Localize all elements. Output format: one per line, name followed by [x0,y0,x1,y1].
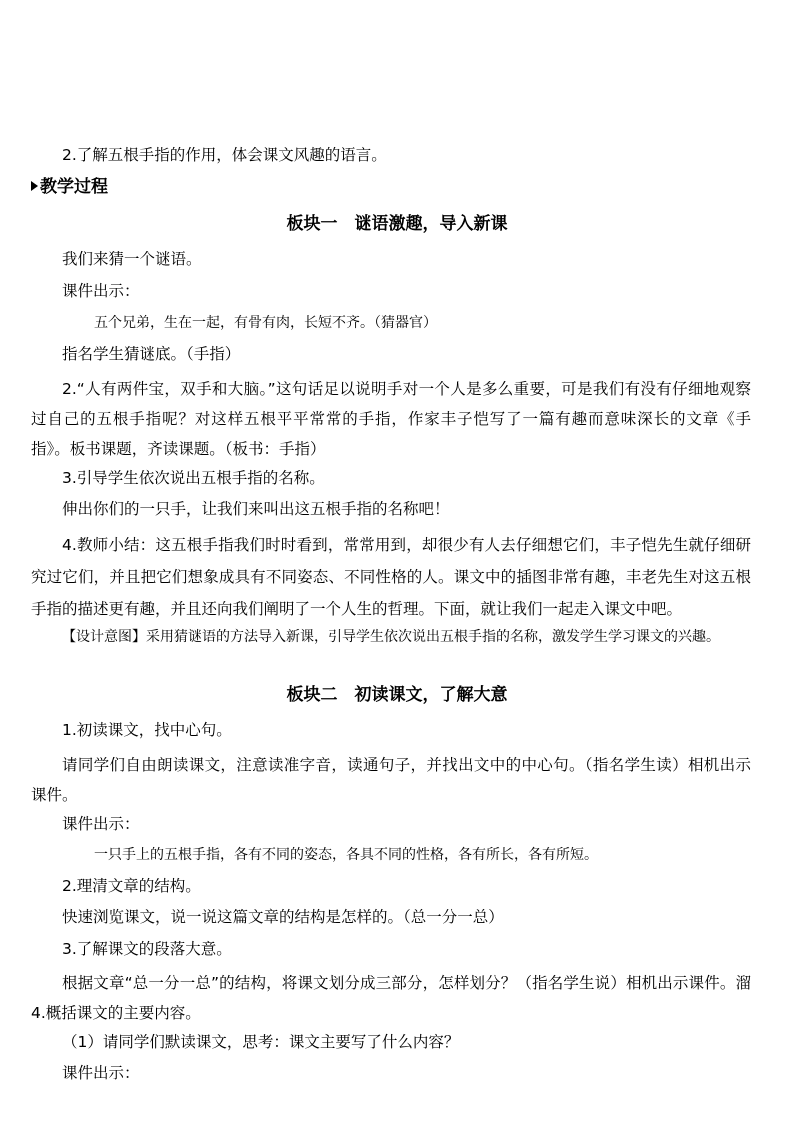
paragraph: 请同学们自由朗读课文，注意读准字音，读通句子，并找出文中的中心句。（指名学生读）相机出示课件。 [31,756,751,804]
section-heading-text: 教学过程 [40,177,108,197]
paragraph: 课件出示： [62,282,140,300]
paragraph: 课件出示： [62,1064,140,1082]
paragraph: 3.引导学生依次说出五根手指的名称。 [62,469,325,487]
block2-title: 板块二 初读课文，了解大意 [286,685,508,705]
design-intent: 【设计意图】采用猜谜语的方法导入新课，引导学生依次说出五根手指的名称，激发学生学习课文的兴趣。 [62,629,720,645]
paragraph: 1.初读课文，找中心句。 [62,721,232,739]
paragraph: 4.教师小结：这五根手指我们时时看到，常常用到，却很少有人去仔细想它们，丰子恺先生就仔细研究过它们，并且把它们想象成具有不同姿态、不同性格的人。课文中的插图非常有趣，丰老先生对这五根手指的描述更有趣，并且还向我们阐明了一个人生的哲理。下面，就让我们一起走入课文中吧。 [31,536,751,618]
central-sentence-quote: 一只手上的五根手指，各有不同的姿态，各具不同的性格，各有所长，各有所短。 [94,847,598,863]
paragraph: 伸出你们的一只手，让我们来叫出这五根手指的名称吧！ [62,500,450,518]
triangle-bullet-icon [31,181,38,191]
paragraph: 我们来猜一个谜语。 [62,250,202,268]
riddle-quote: 五个兄弟，生在一起，有骨有肉，长短不齐。（猜器官） [94,315,437,331]
paragraph: 课件出示： [62,815,140,833]
paragraph: 根据文章“总一分一总”的结构，将课文划分成三部分，怎样划分？（指名学生说）相机出示课件。溜 4.概括课文的主要内容。 [31,974,767,1022]
paragraph: （1）请同学们默读课文，思考：课文主要写了什么内容？ [62,1033,460,1051]
objective-2: 2.了解五根手指的作用，体会课文风趣的语言。 [62,146,387,164]
paragraph: 指名学生猜谜底。（手指） [62,345,241,363]
block1-title: 板块一 谜语激趣，导入新课 [286,214,508,234]
paragraph: 2.“人有两件宝，双手和大脑。”这句话足以说明手对一个人是多么重要，可是我们有没有仔细地观察过自己的五根手指呢？对这样五根平平常常的手指，作家丰子恺写了一篇有趣而意味深长的文章《手指》。板书课题，齐读课题。（板书：手指） [31,380,751,458]
section-heading [31,176,108,198]
paragraph: 快速浏览课文，说一说这篇文章的结构是怎样的。（总一分一总） [62,908,504,926]
paragraph: 3.了解课文的段落大意。 [62,940,232,958]
paragraph: 2.理清文章的结构。 [62,877,201,895]
